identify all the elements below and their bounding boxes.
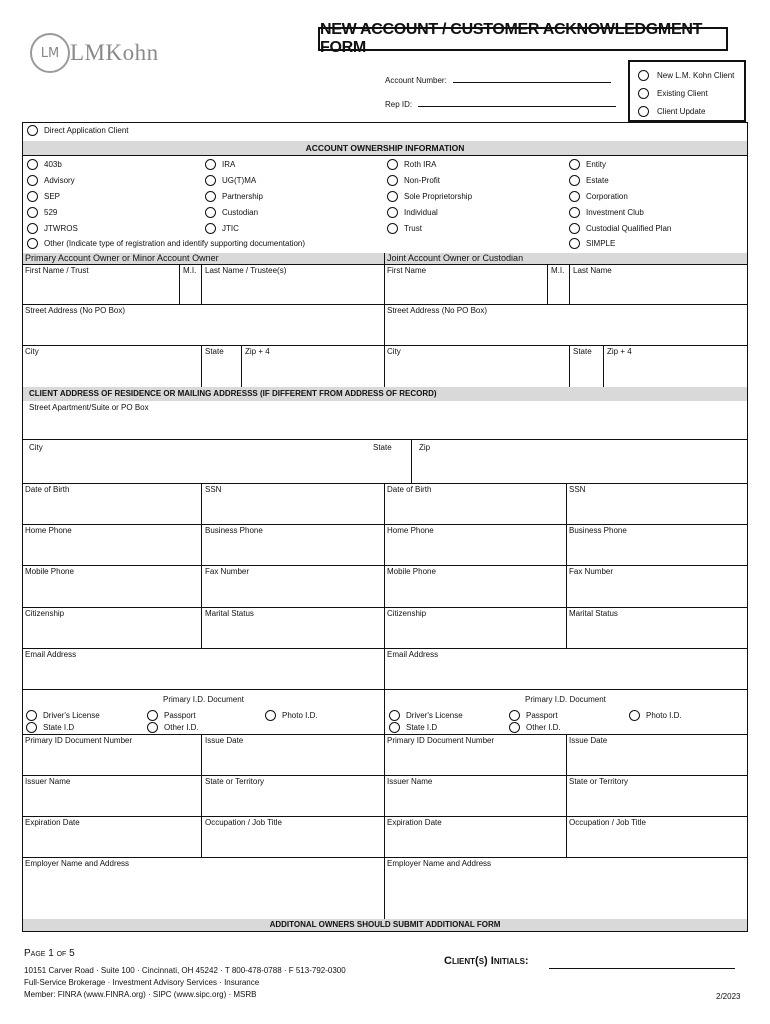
radio-icon[interactable] — [509, 710, 520, 721]
mi-label: M.I. — [183, 266, 197, 275]
ownership-other-option[interactable]: Other (Indicate type of registration and identify supporting documentation) — [27, 238, 305, 249]
joint-mi-label: M.I. — [551, 266, 565, 275]
id-number-label: Primary ID Document Number — [25, 736, 133, 745]
ownership-option[interactable]: UG(T)MA — [205, 175, 256, 186]
radio-icon[interactable] — [569, 238, 580, 249]
client-status-box — [628, 60, 746, 122]
joint-dob-label: Date of Birth — [387, 485, 432, 494]
radio-icon[interactable] — [27, 175, 38, 186]
joint-id-option-other-id[interactable]: Other I.D. — [509, 722, 561, 733]
id-option-drivers-license[interactable]: Driver's License — [26, 710, 100, 721]
ownership-option[interactable]: Non-Profit — [387, 175, 440, 186]
ownership-option[interactable]: SEP — [27, 191, 60, 202]
state-territory-label: State or Territory — [205, 777, 264, 786]
ownership-option[interactable]: Estate — [569, 175, 609, 186]
radio-icon[interactable] — [205, 191, 216, 202]
form-title: NEW ACCOUNT / CUSTOMER ACKNOWLEDGMENT FORM — [318, 27, 728, 51]
id-option-photo-id[interactable]: Photo I.D. — [265, 710, 318, 721]
mailing-zip-label: Zip — [419, 443, 431, 452]
joint-home-phone-label: Home Phone — [387, 526, 434, 535]
radio-icon[interactable] — [569, 175, 580, 186]
client-status-option[interactable]: Existing Client — [638, 84, 736, 102]
form-date: 2/2023 — [716, 992, 741, 1001]
ownership-option[interactable]: Custodial Qualified Plan — [569, 223, 671, 234]
expiration-date-label: Expiration Date — [25, 818, 80, 827]
footer-address: 10151 Carver Road · Suite 100 · Cincinnati, OH 45242 · T 800-478-0788 · F 513-792-0300 — [24, 966, 346, 975]
joint-city-label: City — [387, 347, 401, 356]
joint-primary-id-title: Primary I.D. Document — [525, 695, 606, 704]
joint-owner-title: Joint Account Owner or Custodian — [387, 253, 524, 263]
joint-ssn-label: SSN — [569, 485, 586, 494]
ssn-label: SSN — [205, 485, 222, 494]
joint-zip-label: Zip + 4 — [607, 347, 632, 356]
footer-services: Full-Service Brokerage · Investment Advisory Services · Insurance — [24, 978, 260, 987]
joint-id-option-photo-id[interactable]: Photo I.D. — [629, 710, 682, 721]
radio-icon[interactable] — [387, 175, 398, 186]
form-body — [22, 122, 748, 932]
mailing-section-title: CLIENT ADDRESS OF RESIDENCE OR MAILING ADDRESSS (IF DIFFERENT FROM ADDRESS OF RECORD) — [29, 389, 437, 398]
client-initials-label: Client(s) Initials: — [444, 955, 529, 967]
joint-id-option-state-id[interactable]: State I.D — [389, 722, 437, 733]
radio-icon[interactable] — [27, 191, 38, 202]
joint-fax-label: Fax Number — [569, 567, 614, 576]
radio-icon[interactable] — [638, 88, 649, 99]
radio-icon[interactable] — [27, 159, 38, 170]
page-number: Page 1 of 5 — [24, 948, 75, 959]
radio-icon[interactable] — [387, 207, 398, 218]
issuer-name-label: Issuer Name — [25, 777, 71, 786]
ownership-option[interactable]: Advisory — [27, 175, 75, 186]
joint-state-territory-label: State or Territory — [569, 777, 628, 786]
logo-text: LMKohn — [70, 40, 159, 65]
company-logo — [30, 30, 159, 76]
radio-icon[interactable] — [27, 223, 38, 234]
client-status-option[interactable]: Client Update — [638, 102, 736, 120]
radio-icon[interactable] — [387, 191, 398, 202]
ownership-option[interactable]: Sole Proprietorship — [387, 191, 472, 202]
ownership-option[interactable]: 403b — [27, 159, 62, 170]
ownership-option[interactable]: Trust — [387, 223, 422, 234]
joint-marital-status-label: Marital Status — [569, 609, 618, 618]
rep-id-label: Rep ID: — [385, 100, 413, 109]
last-name-trustee-label: Last Name / Trustee(s) — [205, 266, 287, 275]
radio-icon[interactable] — [265, 710, 276, 721]
account-number-label: Account Number: — [385, 76, 447, 85]
radio-icon[interactable] — [205, 223, 216, 234]
marital-status-label: Marital Status — [205, 609, 254, 618]
joint-id-option-drivers-license[interactable]: Driver's License — [389, 710, 463, 721]
footer-member: Member: FINRA (www.FINRA.org) · SIPC (www.sipc.org) · MSRB — [24, 990, 257, 999]
joint-business-phone-label: Business Phone — [569, 526, 627, 535]
radio-icon[interactable] — [389, 722, 400, 733]
account-number-field[interactable] — [453, 82, 611, 83]
direct-application-option[interactable]: Direct Application Client — [27, 125, 128, 136]
mailing-city-label: City — [29, 443, 43, 452]
client-initials-field[interactable] — [549, 968, 735, 969]
mailing-street-label: Street Apartment/Suite or PO Box — [29, 403, 149, 412]
citizenship-label: Citizenship — [25, 609, 65, 618]
radio-icon[interactable] — [27, 207, 38, 218]
ownership-option[interactable]: SIMPLE — [569, 238, 615, 249]
ownership-option[interactable]: IRA — [205, 159, 235, 170]
client-status-option[interactable]: New L.M. Kohn Client — [638, 66, 736, 84]
ownership-option[interactable]: Individual — [387, 207, 438, 218]
rep-id-row — [385, 100, 616, 109]
radio-icon[interactable] — [26, 722, 37, 733]
id-option-other-id[interactable]: Other I.D. — [147, 722, 199, 733]
street-address-label: Street Address (No PO Box) — [25, 306, 126, 315]
radio-icon[interactable] — [387, 159, 398, 170]
joint-expiration-date-label: Expiration Date — [387, 818, 442, 827]
ownership-section-title: ACCOUNT OWNERSHIP INFORMATION — [305, 143, 465, 153]
account-number-row — [385, 76, 611, 85]
id-option-state-id[interactable]: State I.D — [26, 722, 74, 733]
radio-icon[interactable] — [569, 191, 580, 202]
business-phone-label: Business Phone — [205, 526, 263, 535]
radio-icon[interactable] — [638, 106, 649, 117]
radio-icon[interactable] — [147, 722, 158, 733]
additional-owners-notice: ADDITONAL OWNERS SHOULD SUBMIT ADDITIONAL FORM — [269, 920, 501, 929]
radio-icon[interactable] — [569, 207, 580, 218]
radio-icon[interactable] — [27, 125, 38, 136]
joint-id-number-label: Primary ID Document Number — [387, 736, 495, 745]
radio-icon[interactable] — [147, 710, 158, 721]
ownership-option[interactable]: Entity — [569, 159, 606, 170]
joint-street-address-label: Street Address (No PO Box) — [387, 306, 488, 315]
radio-icon[interactable] — [569, 223, 580, 234]
joint-employer-label: Employer Name and Address — [387, 859, 492, 868]
radio-icon[interactable] — [389, 710, 400, 721]
ownership-option[interactable]: JTWROS — [27, 223, 78, 234]
joint-id-option-passport[interactable]: Passport — [509, 710, 558, 721]
joint-first-name-label: First Name — [387, 266, 427, 275]
ownership-option[interactable]: Partnership — [205, 191, 263, 202]
ownership-option[interactable]: Custodian — [205, 207, 258, 218]
logo-mark: LM — [30, 33, 70, 73]
zip-label: Zip + 4 — [245, 347, 270, 356]
joint-citizenship-label: Citizenship — [387, 609, 427, 618]
radio-icon[interactable] — [205, 207, 216, 218]
radio-icon[interactable] — [205, 175, 216, 186]
ownership-option[interactable]: JTIC — [205, 223, 239, 234]
radio-icon[interactable] — [509, 722, 520, 733]
ownership-option[interactable]: Roth IRA — [387, 159, 436, 170]
dob-label: Date of Birth — [25, 485, 70, 494]
joint-state-label: State — [573, 347, 592, 356]
occupation-label: Occupation / Job Title — [205, 818, 282, 827]
radio-icon[interactable] — [27, 238, 38, 249]
state-label: State — [205, 347, 224, 356]
ownership-option[interactable]: 529 — [27, 207, 57, 218]
radio-icon[interactable] — [638, 70, 649, 81]
joint-issue-date-label: Issue Date — [569, 736, 608, 745]
employer-label: Employer Name and Address — [25, 859, 130, 868]
joint-issuer-name-label: Issuer Name — [387, 777, 433, 786]
radio-icon[interactable] — [387, 223, 398, 234]
home-phone-label: Home Phone — [25, 526, 72, 535]
city-label: City — [25, 347, 39, 356]
joint-mobile-phone-label: Mobile Phone — [387, 567, 436, 576]
ownership-option[interactable]: Investment Club — [569, 207, 644, 218]
ownership-option[interactable]: Corporation — [569, 191, 628, 202]
issue-date-label: Issue Date — [205, 736, 244, 745]
primary-owner-title: Primary Account Owner or Minor Account Owner — [25, 253, 219, 263]
primary-id-title: Primary I.D. Document — [163, 695, 244, 704]
fax-label: Fax Number — [205, 567, 250, 576]
radio-icon[interactable] — [629, 710, 640, 721]
email-label: Email Address — [25, 650, 77, 659]
radio-icon[interactable] — [569, 159, 580, 170]
radio-icon[interactable] — [205, 159, 216, 170]
radio-icon[interactable] — [26, 710, 37, 721]
joint-occupation-label: Occupation / Job Title — [569, 818, 646, 827]
first-name-trust-label: First Name / Trust — [25, 266, 89, 275]
mailing-state-label: State — [373, 443, 392, 452]
joint-last-name-label: Last Name — [573, 266, 612, 275]
mobile-phone-label: Mobile Phone — [25, 567, 74, 576]
rep-id-field[interactable] — [418, 106, 616, 107]
id-option-passport[interactable]: Passport — [147, 710, 196, 721]
joint-email-label: Email Address — [387, 650, 439, 659]
